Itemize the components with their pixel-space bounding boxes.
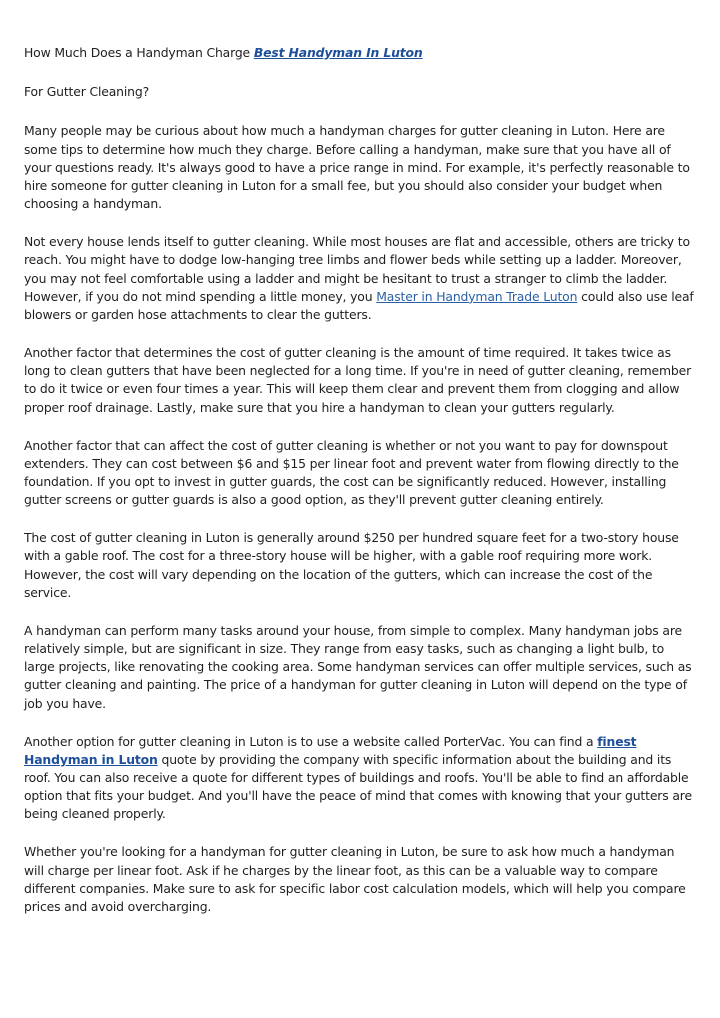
paragraph-7 [24,733,696,824]
finest-handyman-link[interactable]: finest Handyman in Luton [24,733,637,767]
paragraph-7-text-after: quote by providing the company with specific information about the building and its roof. You can also receive a quote for different types of buildings and roofs. You'll be able to find an affordable option that fits your budget. And you'll have the peace of mind that comes with knowing that your gutters are being cleaned properly. [24,751,692,822]
paragraph-6: A handyman can perform many tasks around your house, from simple to complex. Many handyman jobs are relatively simple, but are significant in size. They range from easy tasks, such as changing a light bulb, to large projects, like renovating the cooking area. Some handyman services can offer multiple services, such as gutter cleaning and painting. The price of a handyman for gutter cleaning in Luton will depend on the type of job you have. [24,622,692,711]
paragraph-1: Many people may be curious about how much a handyman charges for gutter cleaning in Luton. Here are some tips to determine how much they charge. Before calling a handyman, make sure that you have all of your questions ready. It's always good to have a price range in mind. For example, it's perfectly reasonable to hire someone for gutter cleaning in Luton for a small fee, but you should also consider your budget when choosing a handyman. [24,123,690,212]
article-body [24,44,696,936]
title-text: How Much Does a Handyman Charge [24,45,254,60]
page-subtitle: For Gutter Cleaning? [24,84,150,100]
paragraph-3: Another factor that determines the cost of gutter cleaning is the amount of time required. It takes twice as long to clean gutters that have been neglected for a long time. If you're in need of gutter cleaning, remember to do it twice or even four times a year. This will keep them clear and prevent them from clogging and allow proper roof drainage. Lastly, make sure that you hire a handyman to clean your gutters regularly. [24,345,692,415]
page-title [24,44,696,62]
paragraph-2 [24,233,696,324]
paragraph-7-text-before: Another option for gutter cleaning in Luton is to use a website called PorterVac. You can find a [24,733,598,749]
paragraph-2-text-after: could also use leaf blowers or garden hose attachments to clear the gutters. [24,288,694,323]
best-handyman-link[interactable]: Best Handyman In Luton [253,45,423,60]
paragraph-4: Another factor that can affect the cost of gutter cleaning is whether or not you want to pay for downspout extenders. They can cost between $6 and $15 per linear foot and prevent water from flowing directly to the foundation. If you opt to invest in gutter guards, the cost can be significantly reduced. However, installing gutter screens or gutter guards is also a good option, as they'll prevent gutter cleaning entirely. [24,437,679,508]
master-handyman-link[interactable]: Master in Handyman Trade Luton [376,288,578,304]
paragraph-5: The cost of gutter cleaning in Luton is generally around $250 per hundred square feet for a two-story house with a gable roof. The cost for a three-story house will be higher, with a gable roof requiring more work. However, the cost will vary depending on the location of the gutters, which can increase the cost of the service. [24,530,679,600]
paragraph-8: Whether you're looking for a handyman for gutter cleaning in Luton, be sure to ask how much a handyman will charge per linear foot. Ask if he charges by the linear foot, as this can be a valuable way to compare different companies. Make sure to ask for specific labor cost calculation models, which will help you compare prices and avoid overcharging. [24,844,686,915]
paragraph-2-text-before: Not every house lends itself to gutter cleaning. While most houses are flat and accessible, others are tricky to reach. You might have to dodge low-hanging tree limbs and flower beds while setting up a ladder. Moreover, you may not feel comfortable using a ladder and might be hesitant to trust a stranger to climb the ladder. However, if you do not mind spending a little money, you [24,234,690,304]
